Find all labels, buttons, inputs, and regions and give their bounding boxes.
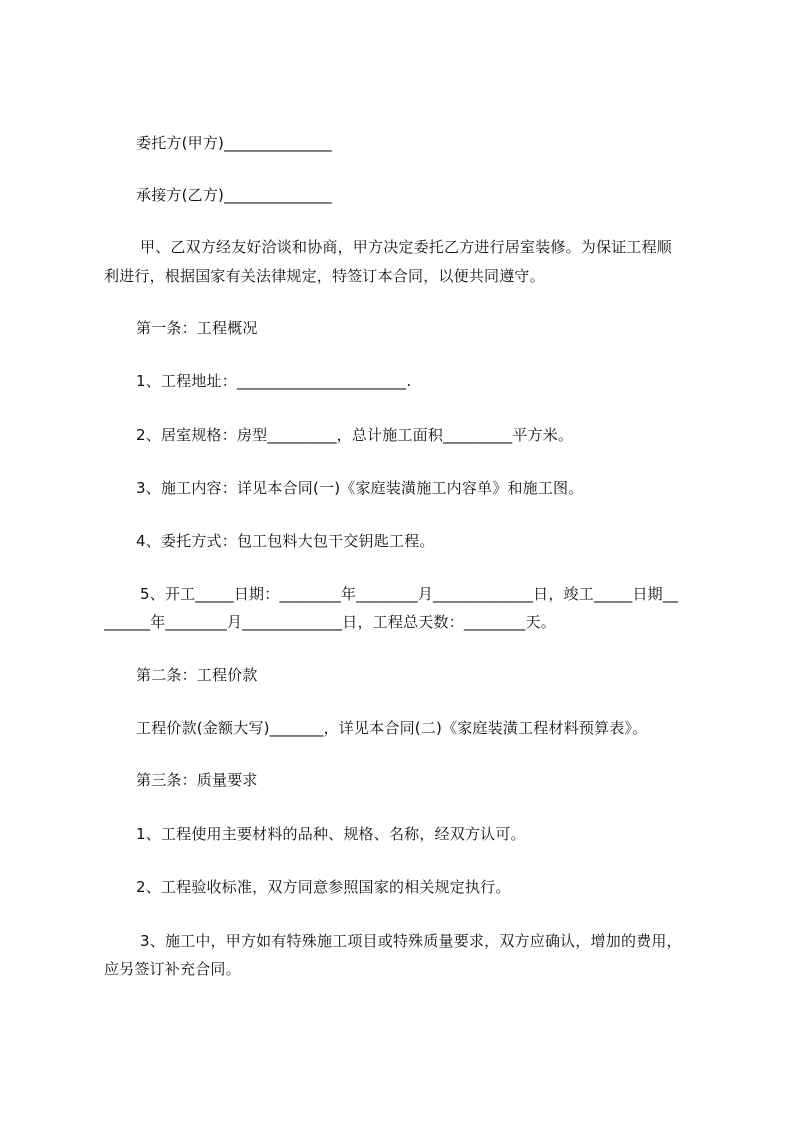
article3-item2: 2、工程验收标准，双方同意参照国家的相关规定执行。 — [136, 878, 511, 896]
intro-paragraph-line2: 利进行，根据国家有关法律规定，特签订本合同，以便共同遵守。 — [104, 267, 545, 285]
article3-heading: 第三条：质量要求 — [136, 771, 258, 789]
article1-heading: 第一条：工程概况 — [136, 319, 258, 337]
party-b-line: 承接方(乙方)______________ — [136, 186, 332, 204]
article2-text: 工程价款(金额大写)_______，详见本合同(二)《家庭装潢工程材料预算表》。 — [136, 719, 648, 737]
article3-item3-line1: 3、施工中，甲方如有特殊施工项目或特殊质量要求，双方应确认，增加的费用， — [140, 932, 682, 950]
article3-item3-line2: 应另签订补充合同。 — [104, 960, 241, 978]
intro-paragraph-line1: 甲、乙双方经友好洽谈和协商，甲方决定委托乙方进行居室装修。为保证工程顺 — [140, 238, 673, 256]
article3-item1: 1、工程使用主要材料的品种、规格、名称，经双方认可。 — [136, 825, 526, 843]
article1-item4: 4、委托方式：包工包料大包干交钥匙工程。 — [136, 532, 435, 550]
article1-item1: 1、工程地址：______________________. — [136, 372, 412, 390]
article2-heading: 第二条：工程价款 — [136, 666, 258, 684]
article1-item5-line2: ______年________月_____________日，工程总天数：________天。 — [104, 613, 556, 631]
article1-item3: 3、施工内容：详见本合同(一)《家庭装潢施工内容单》和施工图。 — [136, 479, 584, 497]
article1-item5-line1: 5、开工_____日期：________年________月_____________日，竣工_____日期__ — [140, 585, 679, 603]
article1-item2: 2、居室规格：房型_________，总计施工面积_________平方米。 — [136, 426, 574, 444]
party-a-line: 委托方(甲方)______________ — [136, 134, 332, 152]
